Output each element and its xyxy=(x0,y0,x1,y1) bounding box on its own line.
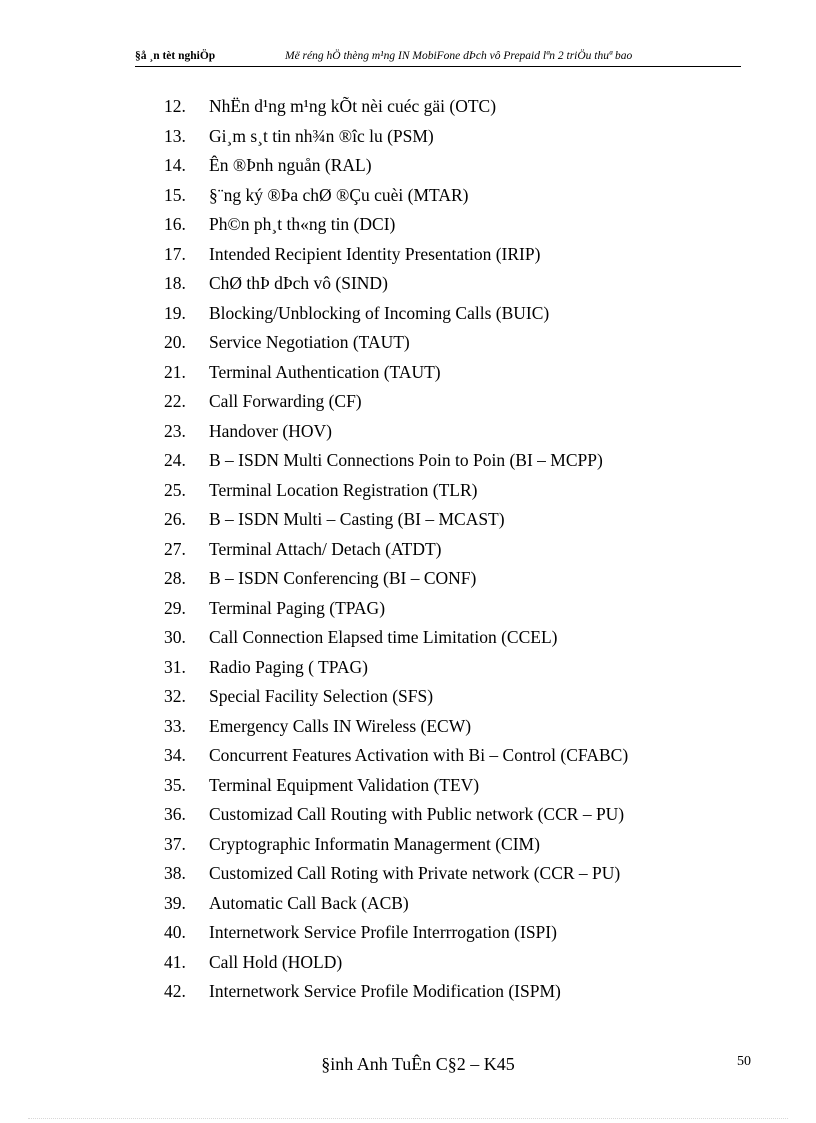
header-thesis-title: Më réng hÖ thèng m¹ng IN MobiFone dÞch vô Prepaid lªn 2 triÖu thuª bao xyxy=(285,50,633,62)
list-item-number: 33. xyxy=(164,715,186,736)
list-item-number: 35. xyxy=(164,774,186,795)
list-item xyxy=(164,980,628,1010)
list-item-number: 29. xyxy=(164,597,186,618)
list-item xyxy=(164,272,628,302)
list-item-text: Handover (HOV) xyxy=(209,420,332,441)
list-item-text: Customizad Call Routing with Public network (CCR – PU) xyxy=(209,804,625,824)
list-item-text: Internetwork Service Profile Modification (ISPM) xyxy=(209,981,561,1001)
list-item xyxy=(164,656,628,686)
list-item-number: 30. xyxy=(164,627,186,647)
list-item-number: 38. xyxy=(164,863,186,883)
service-list xyxy=(164,95,628,1010)
list-item-text: Ph©n ph¸t th«ng tin (DCI) xyxy=(209,214,396,234)
list-item xyxy=(164,390,628,420)
list-item-text: Terminal Location Registration (TLR) xyxy=(209,479,478,500)
list-item-text: B – ISDN Conferencing (BI – CONF) xyxy=(209,568,477,588)
list-item xyxy=(164,302,628,332)
list-item-text: Call Hold (HOLD) xyxy=(209,951,343,972)
list-item-number: 22. xyxy=(164,391,186,411)
list-item-text: Special Facility Selection (SFS) xyxy=(209,686,434,706)
list-item xyxy=(164,331,628,361)
list-item xyxy=(164,420,628,450)
list-item-text: Terminal Attach/ Detach (ATDT) xyxy=(209,538,442,559)
list-item-text: Terminal Paging (TPAG) xyxy=(209,597,386,618)
list-item-number: 12. xyxy=(164,96,186,116)
list-item-number: 14. xyxy=(164,155,186,175)
list-item-text: Call Connection Elapsed time Limitation (CCEL) xyxy=(209,627,558,647)
list-item xyxy=(164,184,628,214)
list-item-number: 31. xyxy=(164,656,186,677)
list-item-number: 40. xyxy=(164,922,186,942)
list-item-number: 16. xyxy=(164,214,186,234)
list-item xyxy=(164,361,628,391)
list-item-number: 21. xyxy=(164,361,186,382)
list-item-number: 13. xyxy=(164,125,186,146)
list-item-text: B – ISDN Multi Connections Poin to Poin (BI – MCPP) xyxy=(209,450,603,470)
list-item-text: Customized Call Roting with Private network (CCR – PU) xyxy=(209,863,621,883)
list-item-text: ChØ thÞ dÞch vô (SIND) xyxy=(209,273,388,293)
list-item xyxy=(164,567,628,597)
list-item xyxy=(164,243,628,273)
list-item-text: Terminal Equipment Validation (TEV) xyxy=(209,774,480,795)
list-item xyxy=(164,744,628,774)
list-item-number: 28. xyxy=(164,568,186,588)
list-item xyxy=(164,951,628,981)
list-item-number: 39. xyxy=(164,892,186,913)
list-item-number: 42. xyxy=(164,981,186,1001)
list-item xyxy=(164,479,628,509)
list-item xyxy=(164,449,628,479)
list-item-number: 34. xyxy=(164,745,186,765)
list-item-number: 15. xyxy=(164,184,186,205)
list-item-text: Radio Paging ( TPAG) xyxy=(209,656,368,677)
list-item-number: 20. xyxy=(164,332,186,352)
list-item-number: 32. xyxy=(164,686,186,706)
list-item-text: §¨ng ký ®Þa chØ ®Çu cuèi (MTAR) xyxy=(209,184,469,205)
list-item-number: 19. xyxy=(164,302,186,323)
list-item xyxy=(164,862,628,892)
list-item xyxy=(164,921,628,951)
list-item xyxy=(164,508,628,538)
list-item xyxy=(164,125,628,155)
list-item-number: 17. xyxy=(164,243,186,264)
list-item-text: Ên ®Þnh nguån (RAL) xyxy=(209,155,372,175)
list-item-text: Call Forwarding (CF) xyxy=(209,391,362,411)
list-item xyxy=(164,833,628,863)
list-item-text: NhËn d¹ng m¹ng kÕt nèi cuéc gäi (OTC) xyxy=(209,96,497,116)
header-document-type: §å ¸n tèt nghiÖp xyxy=(135,50,216,62)
list-item-text: Emergency Calls IN Wireless (ECW) xyxy=(209,715,472,736)
list-item xyxy=(164,95,628,125)
list-item xyxy=(164,597,628,627)
list-item-text: Concurrent Features Activation with Bi – Control (CFABC) xyxy=(209,745,629,765)
page-number: 50 xyxy=(737,1054,751,1069)
list-item-text: Blocking/Unblocking of Incoming Calls (BUIC) xyxy=(209,302,550,323)
list-item xyxy=(164,154,628,184)
list-item-text: Internetwork Service Profile Interrrogation (ISPI) xyxy=(209,922,557,942)
list-item xyxy=(164,774,628,804)
list-item-number: 26. xyxy=(164,509,186,529)
list-item xyxy=(164,685,628,715)
bottom-divider xyxy=(28,1118,788,1119)
list-item-text: Cryptographic Informatin Managerment (CIM) xyxy=(209,833,540,854)
list-item-text: Terminal Authentication (TAUT) xyxy=(209,361,441,382)
list-item-text: Gi¸m s¸t tin nh¾n ®îc lu (PSM) xyxy=(209,125,434,146)
list-item xyxy=(164,626,628,656)
list-item-number: 23. xyxy=(164,420,186,441)
list-item-text: Intended Recipient Identity Presentation (IRIP) xyxy=(209,243,541,264)
list-item-number: 18. xyxy=(164,273,186,293)
list-item xyxy=(164,715,628,745)
list-item-text: B – ISDN Multi – Casting (BI – MCAST) xyxy=(209,509,505,529)
list-item xyxy=(164,213,628,243)
list-item xyxy=(164,538,628,568)
list-item xyxy=(164,892,628,922)
list-item xyxy=(164,803,628,833)
list-item-number: 36. xyxy=(164,804,186,824)
page-header xyxy=(135,48,741,67)
list-item-number: 41. xyxy=(164,951,186,972)
list-item-number: 25. xyxy=(164,479,186,500)
list-item-text: Automatic Call Back (ACB) xyxy=(209,892,409,913)
list-item-number: 37. xyxy=(164,833,186,854)
footer-author: §inh Anh TuÊn C§2 – K45 xyxy=(321,1054,515,1074)
list-item-text: Service Negotiation (TAUT) xyxy=(209,332,410,352)
list-item-number: 27. xyxy=(164,538,186,559)
list-item-number: 24. xyxy=(164,450,186,470)
